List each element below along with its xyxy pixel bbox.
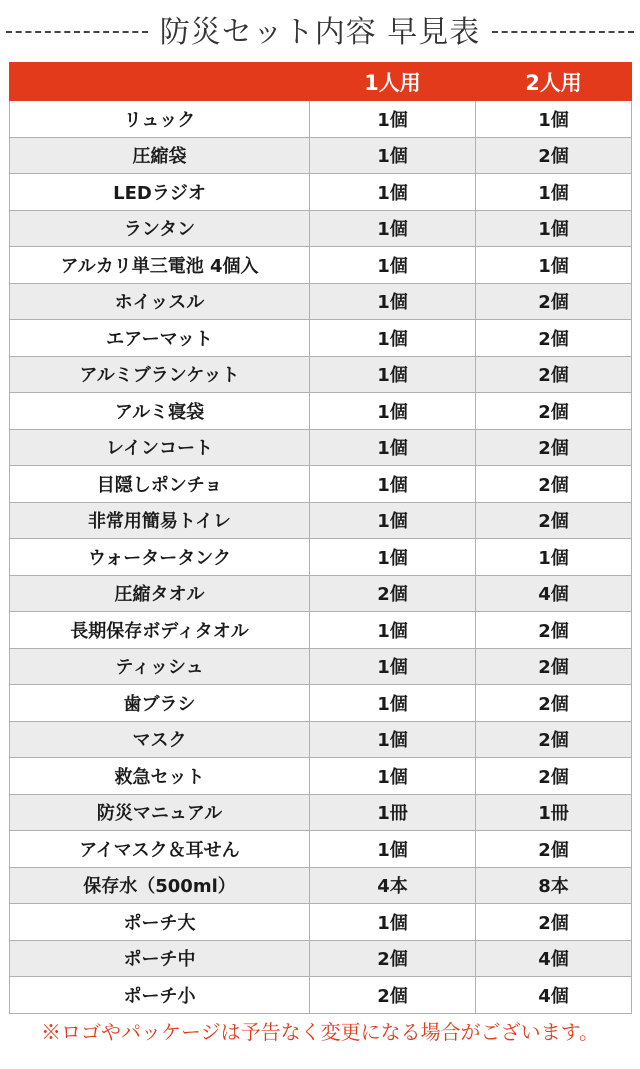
one-person-qty-cell: 1個 <box>310 721 476 758</box>
header-two-person: 2人用 <box>476 63 632 101</box>
table-row <box>10 174 632 211</box>
two-person-qty-cell: 2個 <box>476 466 632 503</box>
item-name-cell: 救急セット <box>10 758 310 795</box>
one-person-qty-cell: 1個 <box>310 539 476 576</box>
table-body <box>10 101 632 1014</box>
item-name-cell: 非常用簡易トイレ <box>10 502 310 539</box>
one-person-qty-cell: 2個 <box>310 575 476 612</box>
item-name-cell: LEDラジオ <box>10 174 310 211</box>
item-name-cell: エアーマット <box>10 320 310 357</box>
one-person-qty-cell: 2個 <box>310 940 476 977</box>
two-person-qty-cell: 1個 <box>476 247 632 284</box>
title-dash-right <box>492 31 634 33</box>
two-person-qty-cell: 2個 <box>476 904 632 941</box>
item-name-cell: 防災マニュアル <box>10 794 310 831</box>
item-name-cell: 圧縮タオル <box>10 575 310 612</box>
one-person-qty-cell: 1個 <box>310 174 476 211</box>
table-row <box>10 283 632 320</box>
two-person-qty-cell: 4個 <box>476 977 632 1014</box>
item-name-cell: 目隠しポンチョ <box>10 466 310 503</box>
table-row <box>10 210 632 247</box>
item-name-cell: 長期保存ボディタオル <box>10 612 310 649</box>
item-name-cell: 圧縮袋 <box>10 137 310 174</box>
one-person-qty-cell: 1個 <box>310 466 476 503</box>
one-person-qty-cell: 1個 <box>310 210 476 247</box>
two-person-qty-cell: 1冊 <box>476 794 632 831</box>
two-person-qty-cell: 1個 <box>476 210 632 247</box>
two-person-qty-cell: 2個 <box>476 137 632 174</box>
table-row <box>10 247 632 284</box>
table-header-row <box>10 63 632 101</box>
one-person-qty-cell: 1個 <box>310 101 476 138</box>
two-person-qty-cell: 2個 <box>476 721 632 758</box>
one-person-qty-cell: 1個 <box>310 904 476 941</box>
one-person-qty-cell: 1個 <box>310 648 476 685</box>
table-row <box>10 539 632 576</box>
item-name-cell: マスク <box>10 721 310 758</box>
table-row <box>10 940 632 977</box>
item-name-cell: 歯ブラシ <box>10 685 310 722</box>
item-name-cell: ティッシュ <box>10 648 310 685</box>
table-row <box>10 101 632 138</box>
header-item <box>10 63 310 101</box>
table-row <box>10 612 632 649</box>
two-person-qty-cell: 2個 <box>476 320 632 357</box>
one-person-qty-cell: 1個 <box>310 429 476 466</box>
one-person-qty-cell: 1個 <box>310 247 476 284</box>
one-person-qty-cell: 1個 <box>310 612 476 649</box>
item-name-cell: アルカリ単三電池 4個入 <box>10 247 310 284</box>
two-person-qty-cell: 2個 <box>476 685 632 722</box>
table-row <box>10 356 632 393</box>
one-person-qty-cell: 1冊 <box>310 794 476 831</box>
contents-table <box>9 62 632 1014</box>
table-row <box>10 429 632 466</box>
one-person-qty-cell: 2個 <box>310 977 476 1014</box>
item-name-cell: 保存水（500ml） <box>10 867 310 904</box>
table-row <box>10 466 632 503</box>
item-name-cell: リュック <box>10 101 310 138</box>
table-row <box>10 320 632 357</box>
header-one-person: 1人用 <box>310 63 476 101</box>
table-row <box>10 904 632 941</box>
two-person-qty-cell: 2個 <box>476 429 632 466</box>
one-person-qty-cell: 1個 <box>310 137 476 174</box>
table-row <box>10 575 632 612</box>
table-row <box>10 758 632 795</box>
table-row <box>10 137 632 174</box>
page-title: 防災セット内容 早見表 <box>159 15 481 50</box>
two-person-qty-cell: 1個 <box>476 101 632 138</box>
two-person-qty-cell: 2個 <box>476 356 632 393</box>
disclaimer-note: ※ロゴやパッケージは予告なく変更になる場合がございます。 <box>41 1020 599 1044</box>
table-row <box>10 685 632 722</box>
one-person-qty-cell: 1個 <box>310 320 476 357</box>
title-dash-left <box>6 31 148 33</box>
two-person-qty-cell: 1個 <box>476 539 632 576</box>
two-person-qty-cell: 2個 <box>476 648 632 685</box>
two-person-qty-cell: 2個 <box>476 758 632 795</box>
one-person-qty-cell: 1個 <box>310 283 476 320</box>
two-person-qty-cell: 1個 <box>476 174 632 211</box>
item-name-cell: ポーチ大 <box>10 904 310 941</box>
item-name-cell: ホイッスル <box>10 283 310 320</box>
item-name-cell: ポーチ小 <box>10 977 310 1014</box>
table-row <box>10 721 632 758</box>
item-name-cell: レインコート <box>10 429 310 466</box>
table-row <box>10 977 632 1014</box>
two-person-qty-cell: 2個 <box>476 612 632 649</box>
one-person-qty-cell: 1個 <box>310 502 476 539</box>
table-row <box>10 502 632 539</box>
item-name-cell: ランタン <box>10 210 310 247</box>
one-person-qty-cell: 1個 <box>310 393 476 430</box>
table-row <box>10 648 632 685</box>
one-person-qty-cell: 1個 <box>310 685 476 722</box>
table-row <box>10 831 632 868</box>
two-person-qty-cell: 4個 <box>476 940 632 977</box>
two-person-qty-cell: 2個 <box>476 502 632 539</box>
one-person-qty-cell: 1個 <box>310 758 476 795</box>
two-person-qty-cell: 2個 <box>476 831 632 868</box>
one-person-qty-cell: 1個 <box>310 356 476 393</box>
item-name-cell: アイマスク＆耳せん <box>10 831 310 868</box>
table-row <box>10 393 632 430</box>
two-person-qty-cell: 2個 <box>476 393 632 430</box>
table-row <box>10 867 632 904</box>
item-name-cell: ウォータータンク <box>10 539 310 576</box>
one-person-qty-cell: 1個 <box>310 831 476 868</box>
two-person-qty-cell: 4個 <box>476 575 632 612</box>
table-row <box>10 794 632 831</box>
item-name-cell: ポーチ中 <box>10 940 310 977</box>
item-name-cell: アルミブランケット <box>10 356 310 393</box>
two-person-qty-cell: 8本 <box>476 867 632 904</box>
two-person-qty-cell: 2個 <box>476 283 632 320</box>
title-row <box>0 0 640 58</box>
item-name-cell: アルミ寝袋 <box>10 393 310 430</box>
one-person-qty-cell: 4本 <box>310 867 476 904</box>
